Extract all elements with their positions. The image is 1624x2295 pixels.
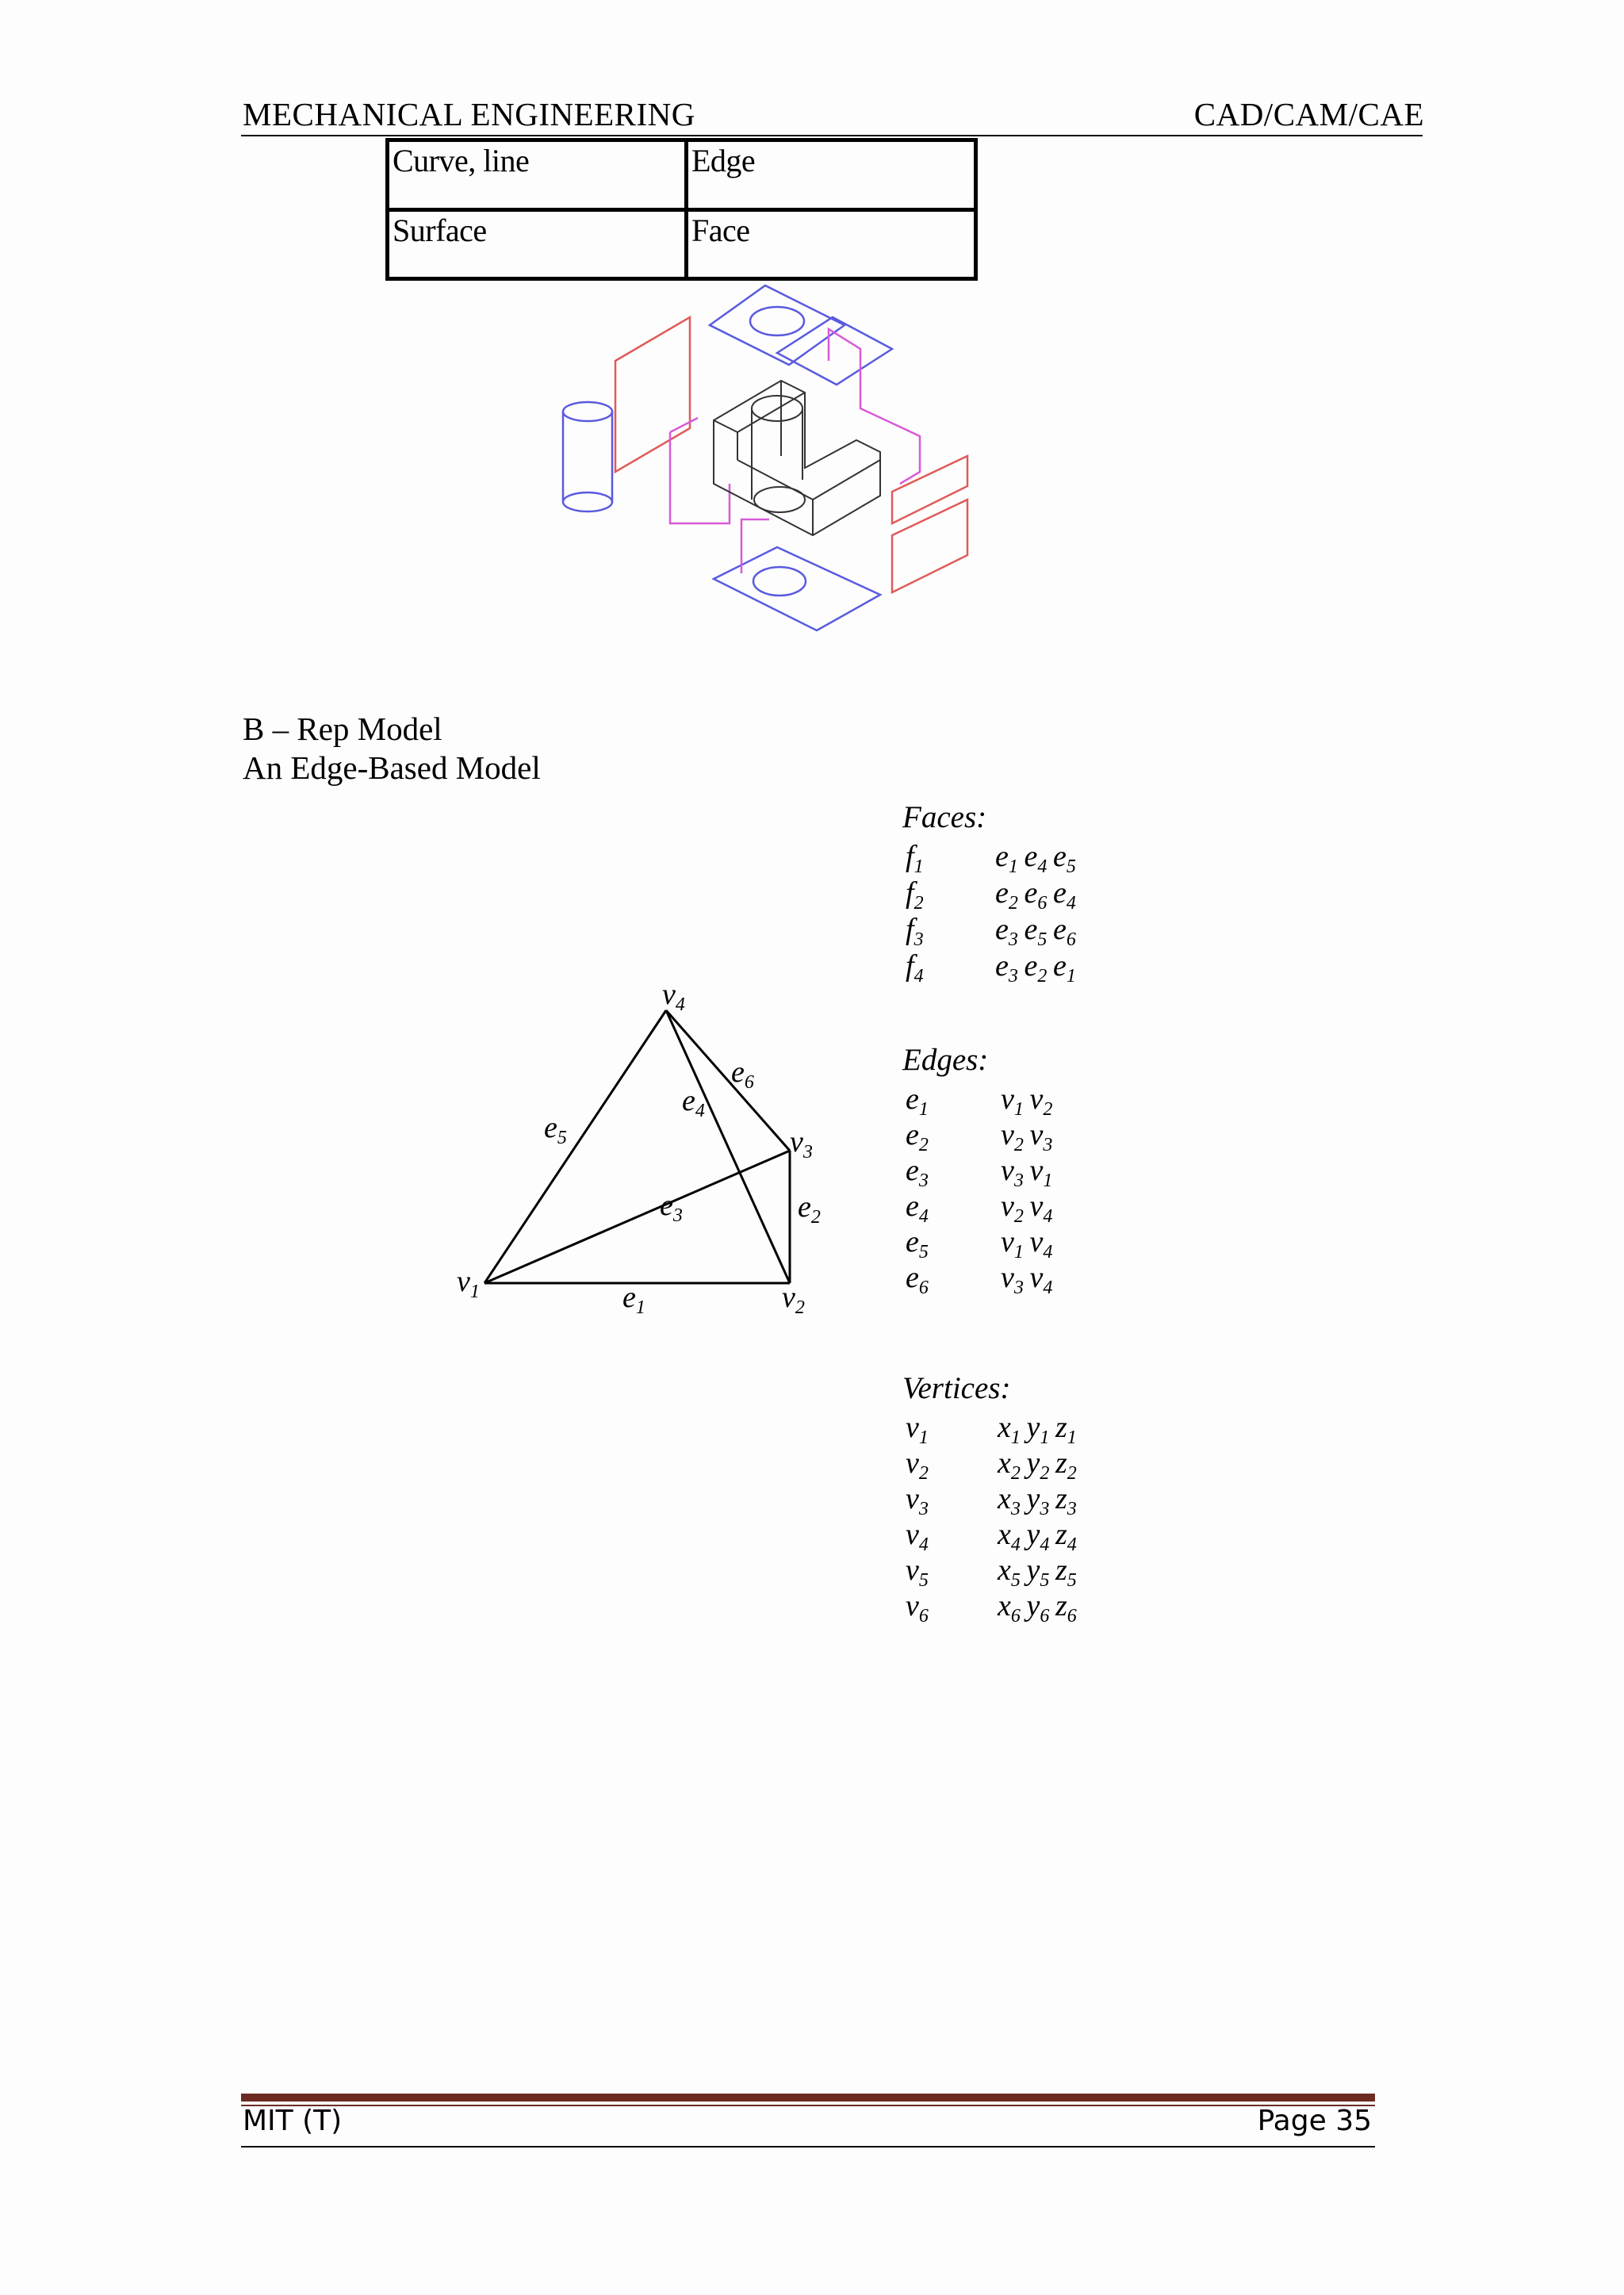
edge-e6 [666,1010,790,1151]
label-v2: $v_2$ [782,1281,805,1318]
vertices-id: $v_6$ [906,1589,929,1626]
table-cell: Curve, line [388,140,687,210]
label-v3: $v_3$ [790,1125,813,1163]
faces-id: $f_3$ [906,913,924,950]
edges-members: $v_2$ $v_4$ [1001,1190,1053,1227]
footer-rule [241,2146,1375,2147]
assembled-solid [714,381,880,535]
vertices-members: $x_6$ $y_6$ $z_6$ [998,1589,1077,1626]
vertices-members: $x_4$ $y_4$ $z_4$ [998,1518,1077,1555]
edges-members: $v_1$ $v_4$ [1001,1225,1053,1262]
faces-title: Faces: [902,800,987,834]
vertices-id: $v_4$ [906,1518,929,1555]
edges-members: $v_3$ $v_1$ [1001,1154,1053,1191]
running-header-left: MECHANICAL ENGINEERING [243,96,695,132]
edges-id: $e_1$ [906,1082,929,1120]
faces-members: $e_1$ $e_4$ $e_5$ [995,840,1076,877]
table-cell: Face [687,209,976,279]
vertices-id: $v_3$ [906,1482,929,1519]
edges-id: $e_4$ [906,1190,929,1227]
vertices-title: Vertices: [902,1371,1011,1405]
edges-id: $e_3$ [906,1154,929,1191]
exploded-solid-figure [539,282,999,646]
topology-mapping-table [385,138,978,281]
vertices-members: $x_5$ $y_5$ $z_5$ [998,1554,1077,1591]
label-e1: $e_1$ [622,1281,645,1318]
vertices-members: $x_1$ $y_1$ $z_1$ [998,1411,1077,1448]
faces-members: $e_3$ $e_2$ $e_1$ [995,949,1076,987]
label-v1: $v_1$ [457,1265,480,1302]
table-cell: Surface [388,209,687,279]
subsection-heading: An Edge-Based Model [243,749,541,786]
faces-id: $f_4$ [906,949,924,987]
table-cell: Edge [687,140,976,210]
label-e6: $e_6$ [731,1056,754,1093]
edge-e4 [666,1010,790,1283]
edges-members: $v_2$ $v_3$ [1001,1118,1053,1155]
running-header-right: CAD/CAM/CAE [1193,96,1424,132]
footer-rule [241,2105,1375,2106]
label-e4: $e_4$ [682,1084,705,1121]
tetrahedron-diagram [452,975,825,1324]
side-face-left [615,317,690,472]
section-heading: B – Rep Model [243,711,442,747]
faces-members: $e_3$ $e_5$ $e_6$ [995,913,1076,950]
table-row [388,209,976,279]
edges-members: $v_3$ $v_4$ [1001,1261,1053,1298]
faces-id: $f_1$ [906,840,924,877]
edge-e5 [485,1010,666,1283]
edges-id: $e_5$ [906,1225,929,1262]
label-e5: $e_5$ [544,1111,567,1148]
vertices-id: $v_2$ [906,1446,929,1484]
vertices-members: $x_3$ $y_3$ $z_3$ [998,1482,1077,1519]
cylinder-surface [563,402,612,511]
vertices-members: $x_2$ $y_2$ $z_2$ [998,1446,1077,1484]
bottom-face-with-hole [714,547,880,630]
footer-page-number: Page 35 [1257,2105,1372,2137]
top-step-face [777,317,892,385]
label-e2: $e_2$ [798,1190,821,1228]
vertices-id: $v_5$ [906,1554,929,1591]
label-e3: $e_3$ [660,1189,683,1226]
table-row [388,140,976,210]
vertices-id: $v_1$ [906,1411,929,1448]
edges-title: Edges: [902,1043,989,1077]
edges-members: $v_1$ $v_2$ [1001,1082,1053,1120]
label-v4: $v_4$ [662,978,685,1015]
faces-members: $e_2$ $e_6$ $e_4$ [995,876,1076,914]
header-rule [241,135,1423,136]
footer-rule [241,2094,1375,2102]
edges-id: $e_2$ [906,1118,929,1155]
faces-id: $f_2$ [906,876,924,914]
inner-faces [670,329,920,573]
edge-e3 [485,1151,790,1283]
side-faces-right [892,456,967,592]
footer-left: MIT (T) [243,2105,343,2137]
edges-id: $e_6$ [906,1261,929,1298]
